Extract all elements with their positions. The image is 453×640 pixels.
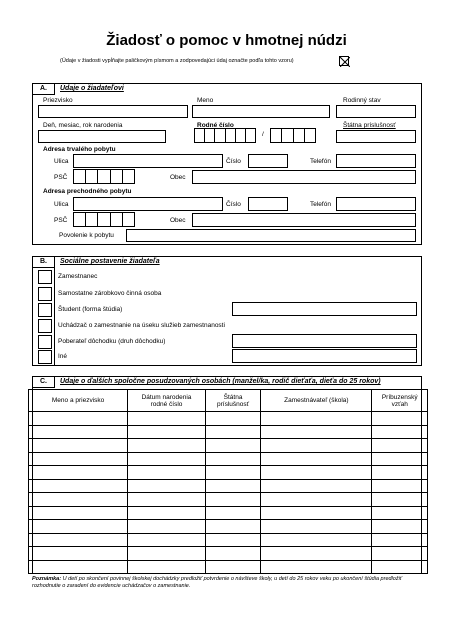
permanent-street-field[interactable]	[73, 154, 223, 168]
birth-number-label: Rodné číslo	[197, 122, 234, 129]
table-cell[interactable]	[29, 533, 128, 547]
section-a-letter: A.	[33, 84, 55, 95]
self-employed-checkbox[interactable]	[38, 287, 52, 301]
table-cell[interactable]	[372, 425, 428, 439]
table-cell[interactable]	[128, 506, 206, 520]
job-seeker-label: Uchádzač o zamestnanie na úseku služieb zamestnanosti	[58, 322, 225, 329]
table-cell[interactable]	[372, 560, 428, 574]
surname-field[interactable]	[38, 105, 188, 118]
table-cell[interactable]	[29, 466, 128, 480]
temporary-phone-field[interactable]	[336, 197, 416, 211]
table-cell[interactable]	[29, 520, 128, 534]
table-cell[interactable]	[261, 493, 372, 507]
job-seeker-checkbox[interactable]	[38, 319, 52, 333]
table-cell[interactable]	[261, 452, 372, 466]
table-row	[29, 439, 428, 453]
table-cell[interactable]	[205, 412, 260, 426]
table-cell[interactable]	[372, 439, 428, 453]
table-row	[29, 479, 428, 493]
table-row	[29, 493, 428, 507]
col-birth-header: Dátum narodenia rodné číslo	[128, 390, 206, 412]
permanent-number-label: Číslo	[226, 158, 241, 165]
table-row	[29, 412, 428, 426]
student-checkbox[interactable]	[38, 303, 52, 317]
table-cell[interactable]	[205, 520, 260, 534]
table-row	[29, 425, 428, 439]
table-cell[interactable]	[205, 493, 260, 507]
table-cell[interactable]	[205, 479, 260, 493]
table-cell[interactable]	[261, 547, 372, 561]
section-c-letter: C.	[33, 377, 55, 388]
temporary-street-label: Ulica	[54, 201, 69, 208]
table-cell[interactable]	[128, 520, 206, 534]
table-cell[interactable]	[29, 547, 128, 561]
table-cell[interactable]	[128, 533, 206, 547]
table-cell[interactable]	[205, 466, 260, 480]
student-label: Študent (forma štúdia)	[58, 306, 123, 313]
table-cell[interactable]	[205, 452, 260, 466]
table-cell[interactable]	[128, 425, 206, 439]
table-cell[interactable]	[261, 425, 372, 439]
table-cell[interactable]	[261, 412, 372, 426]
table-row	[29, 547, 428, 561]
permanent-address-heading: Adresa trvalého pobytu	[43, 146, 116, 153]
name-field[interactable]	[192, 105, 330, 118]
surname-label: Priezvisko	[43, 97, 73, 104]
permanent-zip-label: PSČ	[54, 174, 68, 181]
col-relationship-header: Príbuzenský vzťah	[372, 390, 428, 412]
table-row	[29, 520, 428, 534]
temporary-phone-label: Telefón	[310, 201, 331, 208]
temporary-town-label: Obec	[170, 217, 186, 224]
residence-permit-label: Povolenie k pobytu	[59, 232, 114, 239]
table-cell[interactable]	[29, 506, 128, 520]
permanent-phone-label: Telefón	[310, 158, 331, 165]
other-field[interactable]	[232, 349, 417, 363]
section-b	[32, 256, 422, 366]
table-cell[interactable]	[128, 412, 206, 426]
table-cell[interactable]	[128, 452, 206, 466]
table-cell[interactable]	[261, 506, 372, 520]
employee-label: Zamestnanec	[58, 273, 98, 280]
citizenship-label: Štátna príslušnosť	[343, 122, 396, 129]
citizenship-field[interactable]	[336, 130, 416, 143]
footnote	[32, 576, 422, 590]
table-cell[interactable]	[261, 439, 372, 453]
temporary-number-field[interactable]	[248, 197, 288, 211]
marital-status-label: Rodinný stav	[343, 97, 381, 104]
table-cell[interactable]	[205, 547, 260, 561]
table-cell[interactable]	[128, 547, 206, 561]
section-b-letter: B.	[33, 257, 55, 268]
birth-date-label: Deň, mesiac, rok narodenia	[43, 122, 123, 129]
table-cell[interactable]	[29, 425, 128, 439]
table-cell[interactable]	[261, 520, 372, 534]
study-form-field[interactable]	[232, 302, 417, 316]
permanent-town-label: Obec	[170, 174, 186, 181]
birth-number-second-field[interactable]	[270, 128, 316, 143]
section-b-checkbox-column-divider	[54, 268, 55, 365]
col-employer-header: Zamestnávateľ (škola)	[261, 390, 372, 412]
footnote-label: Poznámka:	[32, 576, 62, 582]
table-cell[interactable]	[128, 493, 206, 507]
table-cell[interactable]	[29, 493, 128, 507]
table-cell[interactable]	[372, 466, 428, 480]
table-cell[interactable]	[372, 520, 428, 534]
table-cell[interactable]	[29, 412, 128, 426]
pension-type-field[interactable]	[232, 334, 417, 348]
pensioner-checkbox[interactable]	[38, 335, 52, 349]
employee-checkbox[interactable]	[38, 270, 52, 284]
temporary-street-field[interactable]	[73, 197, 223, 211]
table-cell[interactable]	[29, 439, 128, 453]
table-cell[interactable]	[372, 493, 428, 507]
table-cell[interactable]	[261, 479, 372, 493]
table-cell[interactable]	[205, 439, 260, 453]
table-cell[interactable]	[29, 452, 128, 466]
pensioner-label: Poberateľ dôchodku (druh dôchodku)	[58, 338, 166, 345]
footnote-text: U detí po skončení povinnej školskej dochádzky predložiť potvrdenie o návšteve školy, u detí do 25 rokov veku po ukončení štúdia predložiť rozhodnutie o zaradení do evidencie uchádzačov o zamestnanie.	[32, 576, 402, 589]
table-cell[interactable]	[372, 506, 428, 520]
residence-permit-field[interactable]	[126, 229, 416, 242]
table-cell[interactable]	[128, 479, 206, 493]
section-c-title: Údaje o ďalších spoločne posudzovaných osobách (manžel/ka, rodič dieťaťa, dieťa do 25 rokov)	[60, 378, 381, 385]
temporary-number-label: Číslo	[226, 201, 241, 208]
permanent-street-label: Ulica	[54, 158, 69, 165]
temporary-address-heading: Adresa prechodného pobytu	[43, 188, 132, 195]
table-row	[29, 506, 428, 520]
page-title: Žiadosť o pomoc v hmotnej núdzi	[106, 32, 347, 49]
table-cell[interactable]	[261, 533, 372, 547]
birth-number-slash: /	[262, 131, 264, 138]
table-cell[interactable]	[261, 560, 372, 574]
table-cell[interactable]	[372, 412, 428, 426]
marital-status-field[interactable]	[336, 105, 416, 118]
table-cell[interactable]	[372, 452, 428, 466]
table-cell[interactable]	[205, 560, 260, 574]
col-citizenship-header: Štátna príslušnosť	[205, 390, 260, 412]
temporary-town-field[interactable]	[192, 213, 416, 227]
table-cell[interactable]	[372, 479, 428, 493]
table-row	[29, 466, 428, 480]
table-cell[interactable]	[205, 425, 260, 439]
table-cell[interactable]	[29, 479, 128, 493]
section-b-title: Sociálne postavenie žiadateľa	[60, 258, 160, 265]
other-checkbox[interactable]	[38, 350, 52, 364]
permanent-zip-field[interactable]	[73, 169, 135, 184]
self-employed-label: Samostatne zárobkovo činná osoba	[58, 290, 162, 297]
table-row	[29, 560, 428, 574]
permanent-number-field[interactable]	[248, 154, 288, 168]
col-name-header: Meno a priezvisko	[29, 390, 128, 412]
table-cell[interactable]	[205, 533, 260, 547]
table-cell[interactable]	[372, 533, 428, 547]
other-label: Iné	[58, 353, 68, 360]
section-a-title: Údaje o žiadateľovi	[60, 85, 124, 92]
table-cell[interactable]	[128, 439, 206, 453]
example-checkbox-mark-icon	[339, 56, 349, 66]
household-members-table	[28, 389, 428, 574]
section-a	[32, 83, 422, 245]
table-cell[interactable]	[29, 560, 128, 574]
temporary-zip-label: PSČ	[54, 217, 68, 224]
birth-date-field[interactable]	[38, 130, 166, 143]
birth-number-first-field[interactable]	[194, 128, 256, 143]
instruction-text: (Údaje v žiadosti vypĺňajte paličkovým písmom a zodpovedajúci údaj označte podľa tohto vzoru)	[60, 58, 294, 64]
permanent-town-field[interactable]	[192, 170, 416, 184]
table-cell[interactable]	[372, 547, 428, 561]
permanent-phone-field[interactable]	[336, 154, 416, 168]
table-cell[interactable]	[128, 560, 206, 574]
table-cell[interactable]	[205, 506, 260, 520]
table-row	[29, 452, 428, 466]
name-label: Meno	[197, 97, 214, 104]
table-row	[29, 533, 428, 547]
temporary-zip-field[interactable]	[73, 212, 135, 227]
table-cell[interactable]	[128, 466, 206, 480]
table-cell[interactable]	[261, 466, 372, 480]
